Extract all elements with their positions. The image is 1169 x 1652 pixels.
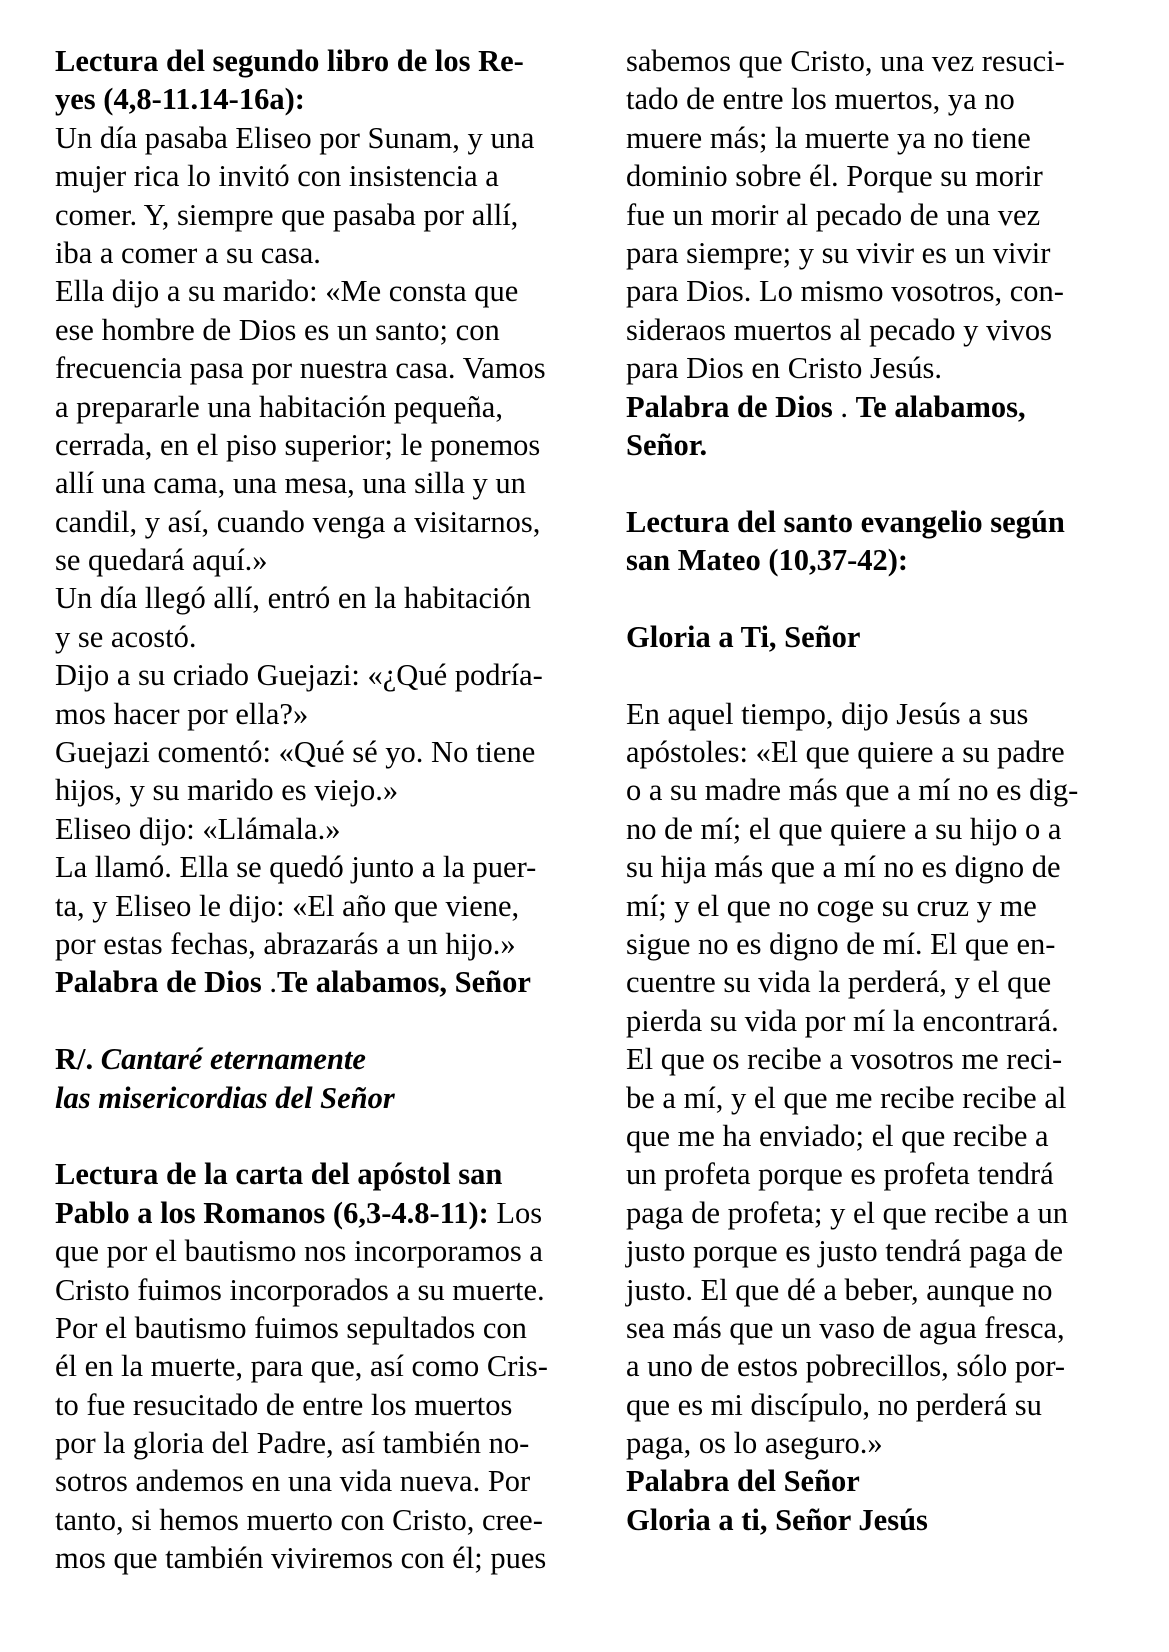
text-line: tanto, si hemos muerto con Cristo, cree- xyxy=(55,1502,543,1537)
text-run: Los xyxy=(496,1195,543,1230)
text-line: Dijo a su criado Guejazi: «¿Qué podría- xyxy=(55,658,543,693)
text-line: por la gloria del Padre, así también no- xyxy=(55,1426,530,1461)
text-line: Cristo fuimos incorporados a su muerte. xyxy=(55,1272,545,1307)
text-line: no de mí; el que quiere a su hijo o a xyxy=(626,811,1062,846)
text-line: que es mi discípulo, no perderá su xyxy=(626,1387,1042,1422)
text-line: justo. El que dé a beber, aunque no xyxy=(626,1272,1053,1307)
text-line: que por el bautismo nos incorporamos a xyxy=(55,1234,543,1269)
bold-text-run: Te alabamos, Señor xyxy=(276,965,531,1000)
heading-line: Lectura del santo evangelio según xyxy=(626,504,1065,539)
text-line: mos hacer por ella?» xyxy=(55,696,309,731)
text-line: fue un morir al pecado de una vez xyxy=(626,197,1041,232)
bold-text-run: Cantaré eternamente xyxy=(100,1042,366,1077)
heading-line: Lectura de la carta del apóstol san xyxy=(55,1157,503,1192)
text-line xyxy=(55,1040,615,1078)
heading-line: san Mateo (10,37-42): xyxy=(626,543,909,578)
heading-line: Gloria a Ti, Señor xyxy=(626,619,861,654)
text-line: para Dios. Lo mismo vosotros, con- xyxy=(626,274,1064,309)
heading-line: Señor. xyxy=(626,427,708,462)
text-line: El que os recibe a vosotros me reci- xyxy=(626,1042,1063,1077)
text-line: be a mí, y el que me recibe recibe al xyxy=(626,1080,1067,1115)
text-line xyxy=(55,1194,615,1232)
text-line: o a su madre más que a mí no es dig- xyxy=(626,773,1079,808)
text-line: Eliseo dijo: «Llámala.» xyxy=(55,811,341,846)
heading-line: yes (4,8-11.14-16a): xyxy=(55,82,305,117)
text-line: hijos, y su marido es viejo.» xyxy=(55,773,399,808)
bold-text-run: Te alabamos, xyxy=(855,389,1026,424)
text-line: sabemos que Cristo, una vez resuci- xyxy=(626,44,1065,78)
right-column xyxy=(626,42,1126,1539)
text-line: él en la muerte, para que, así como Cris- xyxy=(55,1349,548,1384)
text-line: para Dios en Cristo Jesús. xyxy=(626,351,942,386)
bold-text-run: Pablo a los Romanos (6,3-4.8-11): xyxy=(55,1195,497,1230)
text-line: Por el bautismo fuimos sepultados con xyxy=(55,1310,527,1345)
text-line: cerrada, en el piso superior; le ponemos xyxy=(55,427,541,462)
left-column xyxy=(55,42,615,1578)
text-line: apóstoles: «El que quiere a su padre xyxy=(626,735,1065,770)
heading-line: Palabra del Señor xyxy=(626,1464,860,1499)
text-line: Guejazi comentó: «Qué sé yo. No tiene xyxy=(55,735,536,770)
text-line: Un día pasaba Eliseo por Sunam, y una xyxy=(55,120,535,155)
text-line: ese hombre de Dios es un santo; con xyxy=(55,312,500,347)
text-line: comer. Y, siempre que pasaba por allí, xyxy=(55,197,519,232)
text-line: por estas fechas, abrazarás a un hijo.» xyxy=(55,926,516,961)
text-line: su hija más que a mí no es digno de xyxy=(626,850,1061,885)
text-line: paga, os lo aseguro.» xyxy=(626,1426,883,1461)
text-line: justo porque es justo tendrá paga de xyxy=(626,1234,1064,1269)
text-line: ta, y Eliseo le dijo: «El año que viene, xyxy=(55,888,520,923)
text-line: a uno de estos pobrecillos, sólo por- xyxy=(626,1349,1066,1384)
text-line: para siempre; y su vivir es un vivir xyxy=(626,235,1051,270)
text-line: y se acostó. xyxy=(55,619,197,654)
bold-text-run: R/. xyxy=(55,1042,101,1077)
text-line: candil, y así, cuando venga a visitarnos, xyxy=(55,504,541,539)
bold-text-run: Palabra de Dios xyxy=(55,965,270,1000)
text-line: mos que también viviremos con él; pues xyxy=(55,1541,547,1576)
text-line: paga de profeta; y el que recibe a un xyxy=(626,1195,1069,1230)
text-line: que me ha enviado; el que recibe a xyxy=(626,1118,1049,1153)
text-line xyxy=(626,388,1126,426)
text-line: sideraos muertos al pecado y vivos xyxy=(626,312,1053,347)
text-line: sotros andemos en una vida nueva. Por xyxy=(55,1464,531,1499)
text-line: Un día llegó allí, entró en la habitación xyxy=(55,581,531,616)
text-line: cuentre su vida la perderá, y el que xyxy=(626,965,1052,1000)
text-run: . xyxy=(840,389,856,424)
text-line: sea más que un vaso de agua fresca, xyxy=(626,1310,1065,1345)
text-line: Ella dijo a su marido: «Me consta que xyxy=(55,274,519,309)
text-line: frecuencia pasa por nuestra casa. Vamos xyxy=(55,351,546,386)
text-line: mujer rica lo invitó con insistencia a xyxy=(55,159,499,194)
text-run: . xyxy=(269,965,277,1000)
text-line xyxy=(55,963,615,1001)
text-line: dominio sobre él. Porque su morir xyxy=(626,159,1043,194)
heading-line: Gloria a ti, Señor Jesús xyxy=(626,1502,928,1537)
blank-line xyxy=(626,579,1126,617)
text-line: iba a comer a su casa. xyxy=(55,235,321,270)
text-line: to fue resucitado de entre los muertos xyxy=(55,1387,513,1422)
text-line: En aquel tiempo, dijo Jesús a sus xyxy=(626,696,1029,731)
text-line: La llamó. Ella se quedó junto a la puer- xyxy=(55,850,537,885)
blank-line xyxy=(55,1002,615,1040)
text-line: allí una cama, una mesa, una silla y un xyxy=(55,466,526,501)
response-line: las misericordias del Señor xyxy=(55,1080,395,1115)
text-line: tado de entre los muertos, ya no xyxy=(626,82,1015,117)
text-line: a prepararle una habitación pequeña, xyxy=(55,389,503,424)
blank-line xyxy=(55,1117,615,1155)
text-line: pierda su vida por mí la encontrará. xyxy=(626,1003,1059,1038)
bold-text-run: Palabra de Dios xyxy=(626,389,841,424)
text-line: muere más; la muerte ya no tiene xyxy=(626,120,1031,155)
text-line: sigue no es digno de mí. El que en- xyxy=(626,926,1056,961)
text-line: se quedará aquí.» xyxy=(55,543,268,578)
blank-line xyxy=(626,656,1126,694)
blank-line xyxy=(626,464,1126,502)
heading-line: Lectura del segundo libro de los Re- xyxy=(55,44,524,78)
text-line: mí; y el que no coge su cruz y me xyxy=(626,888,1037,923)
text-line: un profeta porque es profeta tendrá xyxy=(626,1157,1054,1192)
